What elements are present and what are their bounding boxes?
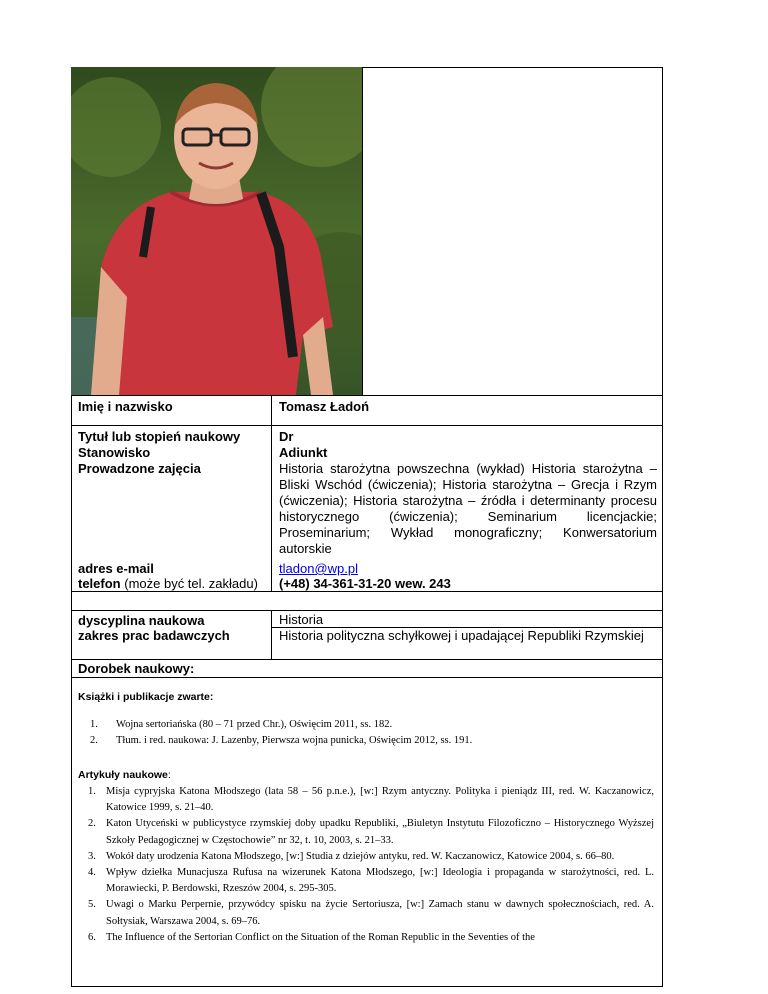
degree-value: Dr [279,429,294,444]
books-list [86,717,646,749]
item-text: Katon Utyceński w publicystyce rzymskiej doby upadku Republiki, „Biuletyn Instytutu Filozoficzno – Historycznego Wyższej Szkoły Pedagogicznej w Częstochowie” nr 32, t. 10, 2003, s. 21–33. [106,818,654,846]
item-number: 3. [88,850,96,862]
discipline-label: dyscyplina naukowa [78,613,205,628]
item-number: 1. [88,786,96,797]
item-text: Wokół daty urodzenia Katona Młodszego, [w:] Studia z dziejów antyku, red. W. Kaczanowicz, Katowice 2004, s. 66–80. [106,850,615,862]
item-number: 5. [88,899,96,911]
phone-value: (+48) 34-361-31-20 wew. 243 [279,576,451,591]
portrait-image [71,67,363,395]
list-item [86,717,646,733]
rule [71,659,663,660]
item-number: 2. [88,818,96,830]
rule [71,425,663,426]
name-label: Imię i nazwisko [78,399,173,414]
scope-value: Historia polityczna schyłkowej i upadającej Republiki Rzymskiej [279,628,644,643]
phone-label [78,576,258,591]
phone-label-text: telefon [78,576,121,591]
books-heading: Książki i publikacje zwarte: [78,691,214,703]
articles-heading [78,769,171,781]
list-item [86,733,646,749]
scope-label: zakres prac badawczych [78,628,230,643]
phone-note: (może być tel. zakładu) [120,576,258,591]
discipline-value: Historia [279,612,324,627]
list-item [82,865,654,897]
rule [71,610,663,611]
item-number: 6. [88,931,96,943]
column-divider [271,395,272,591]
degree-label: Tytuł lub stopień naukowy [78,429,241,444]
articles-heading-colon: : [167,769,171,781]
item-text: Wojna sertoriańska (80 – 71 przed Chr.), Oświęcim 2011, ss. 182. [116,719,393,730]
list-item [82,784,654,816]
courses-value: Historia starożytna powszechna (wykład) Historia starożytna – Bliski Wschód (ćwiczenia); Historia starożytna – Grecja i Rzym (ćwiczenia); Historia starożytna – źródła i determinanty procesu historycznego (ćwiczenia); Seminarium licencjackie; Proseminarium; Wykład monograficzny; Konwersatorium autorskie [279,461,657,556]
item-text: Misja cypryjska Katona Młodszego (lata 58 – 56 p.n.e.), [w:] Rzym antyczny. Polityka i pieniądz III, red. W. Kaczanowicz, Katowice 1999, s. 21–40. [106,786,654,814]
list-item [82,897,654,929]
item-text: Tłum. i red. naukowa: J. Lazenby, Pierwsza wojna punicka, Oświęcim 2012, ss. 191. [116,735,473,746]
articles-heading-text: Artykuły naukowe [78,769,168,781]
courses-label: Prowadzone zajęcia [78,461,201,476]
position-label: Stanowisko [78,445,151,460]
item-text: The Influence of the Sertorian Conflict on the Situation of the Roman Republic in the Seventies of the [106,931,535,943]
rule [71,677,663,678]
item-number: 4. [88,867,96,879]
articles-list [82,784,654,946]
item-number: 2. [90,735,98,746]
email-label: adres e-mail [78,561,154,576]
rule [71,395,663,396]
profile-photo [71,67,363,395]
list-item [82,930,654,946]
rule [71,591,663,592]
list-item [82,849,654,865]
item-number: 1. [90,719,98,730]
item-text: Wpływ dziełka Munacjusza Rufusa na wizerunek Katona Młodszego, [w:] Ideologia i propaganda w starożytności, red. L. Morawiecki, P. Berdowski, Rzeszów 2004, s. 295-305. [106,867,654,895]
position-value: Adiunkt [279,445,328,460]
item-text: Uwagi o Marku Perpernie, przywódcy spisku na życie Sertoriusza, [w:] Zamach stanu w dawnych społecznościach, red. A. Sołtysiak, Warszawa 2004, s. 69–76. [106,899,654,927]
output-heading: Dorobek naukowy: [78,661,195,676]
email-link[interactable]: tladon@wp.pl [279,561,358,576]
list-item [82,816,654,848]
name-value: Tomasz Ładoń [279,399,370,414]
column-divider [271,610,272,659]
